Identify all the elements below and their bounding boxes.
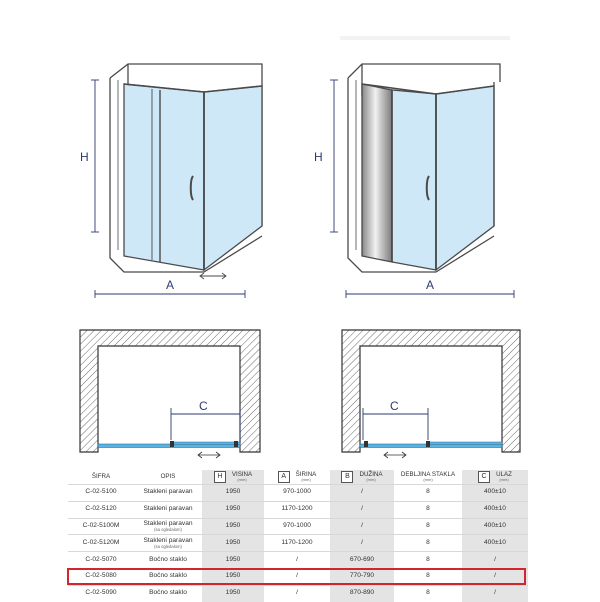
header-sifra [68,470,134,485]
table-row [68,535,528,552]
cell-duzina: 770-790 [330,568,394,585]
cell-duzina: / [330,485,394,502]
cell-opis-text: Stakleni paravan [143,488,193,496]
header-ulaz-code: C [478,471,490,483]
cell-sifra: C-02-5090 [68,585,134,601]
header-duzina-code: B [341,471,353,483]
header-debljina [394,470,462,485]
cell-sirina: 970-1000 [264,518,330,535]
cell-opis [134,552,202,569]
cell-debljina: 8 [394,585,462,601]
cell-sifra: C-02-5100M [68,518,134,535]
cell-duzina: / [330,501,394,518]
cell-duzina: 870-890 [330,585,394,601]
header-duzina-label: DUŽINA [359,470,383,478]
cell-opis [134,485,202,502]
cell-opis [134,518,202,535]
cell-ulaz: 400±10 [462,485,528,502]
cell-debljina: 8 [394,535,462,552]
header-debljina-label: DEBLJINA STAKLA [400,470,456,478]
height-dimension-left [91,80,99,232]
header-visina-unit: (mm) [237,477,247,483]
cell-ulaz: / [462,568,528,585]
cell-opis-text: Bočno staklo [149,572,187,580]
header-opis [134,470,202,485]
cell-ulaz: / [462,585,528,601]
cell-ulaz: 400±10 [462,535,528,552]
plan-view-left [80,330,260,458]
cell-visina: 1950 [202,568,264,585]
cell-sifra: C-02-5120M [68,535,134,552]
cell-visina: 1950 [202,518,264,535]
header-ulaz [462,470,528,485]
header-ulaz-label: ULAZ [496,470,512,478]
cell-opis-text: Bočno staklo [149,589,187,597]
enclosure-3d-right [340,36,510,272]
header-sirina-unit: (mm) [301,477,311,483]
width-label-right: A [426,278,435,292]
cell-debljina: 8 [394,518,462,535]
cell-sirina: / [264,568,330,585]
header-debljina-unit: (mm) [423,477,433,483]
header-duzina-unit: (mm) [366,477,376,483]
height-label-right: H [314,150,323,164]
cell-visina: 1950 [202,535,264,552]
cell-visina: 1950 [202,552,264,569]
header-visina-label: VISINA [231,470,253,478]
header-visina-code: H [214,471,226,483]
cell-debljina: 8 [394,552,462,569]
header-sirina [264,470,330,485]
cell-sifra: C-02-5080 [68,568,134,585]
cell-sirina: / [264,585,330,601]
cell-opis-text: Stakleni paravan [143,505,193,513]
table-row [68,585,528,601]
header-ulaz-unit: (mm) [499,477,509,483]
cell-opis [134,585,202,601]
height-label-left: H [80,150,89,164]
cell-debljina: 8 [394,501,462,518]
table-header-row [68,470,528,485]
opening-label-right: C [390,399,399,413]
width-label-left: A [166,278,175,292]
cell-ulaz: 400±10 [462,518,528,535]
plan-view-right [342,330,520,458]
header-sifra-label: ŠIFRA [91,472,111,480]
header-duzina [330,470,394,485]
cell-visina: 1950 [202,501,264,518]
cell-opis [134,535,202,552]
cell-sirina: 970-1000 [264,485,330,502]
cell-debljina: 8 [394,568,462,585]
header-sirina-code: A [278,471,290,483]
cell-visina: 1950 [202,485,264,502]
header-opis-label: OPIS [160,472,176,480]
cell-opis [134,501,202,518]
table-row [68,518,528,535]
table-row [68,485,528,502]
enclosure-3d-left [110,64,262,279]
cell-duzina: / [330,535,394,552]
header-sirina-label: ŠIRINA [295,470,317,478]
cell-sifra: C-02-5120 [68,501,134,518]
selected-row-highlight [67,568,526,585]
cell-duzina: / [330,518,394,535]
cell-sirina: 1170-1200 [264,501,330,518]
cell-sifra: C-02-5100 [68,485,134,502]
cell-opis-text: Stakleni paravan [143,536,193,544]
cell-sifra: C-02-5070 [68,552,134,569]
cell-opis-note: (sa ogledalom) [154,543,182,549]
cell-ulaz: / [462,552,528,569]
cell-sirina: 1170-1200 [264,535,330,552]
table-row [68,501,528,518]
table-row [68,552,528,569]
header-visina [202,470,264,485]
cell-opis-text: Stakleni paravan [143,519,193,527]
cell-visina: 1950 [202,585,264,601]
opening-label-left: C [199,399,208,413]
height-dimension-right [330,80,338,232]
cell-duzina: 670-690 [330,552,394,569]
cell-debljina: 8 [394,485,462,502]
cell-ulaz: 400±10 [462,501,528,518]
cell-opis-text: Bočno staklo [149,555,187,563]
cell-sirina: / [264,552,330,569]
cell-opis-note: (sa ogledalom) [154,526,182,532]
